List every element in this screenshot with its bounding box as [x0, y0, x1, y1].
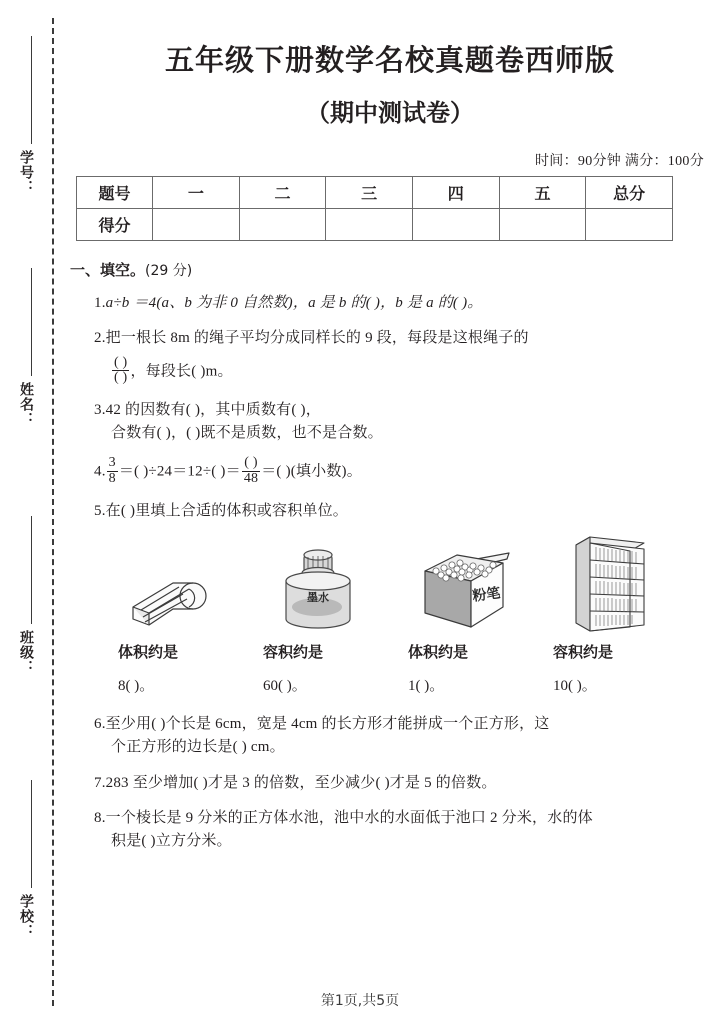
page-subtitle: （期中测试卷）	[306, 98, 474, 127]
question-8-number: 8.	[94, 809, 106, 826]
margin-label-name: 姓名：	[18, 382, 34, 427]
figure-item-chalk-box	[390, 537, 535, 637]
question-3	[94, 399, 720, 446]
question-3-number: 3.	[94, 401, 106, 418]
ink-bottle-label: 墨水	[306, 591, 329, 604]
question-6-text-line-1: 至少用( )个长是 6cm，宽是 4cm 的长方形才能拼成一个正方形，这	[105, 716, 550, 732]
question-5	[94, 500, 720, 523]
table-row-scores	[77, 209, 673, 241]
section-heading	[70, 259, 720, 280]
score-table-row-label-1: 得分	[77, 209, 153, 241]
question-7-text: 283 至少增加( )才是 3 的倍数，至少减少( )才是 5 的倍数。	[105, 774, 497, 791]
question-4-middle-text: ＝( )÷24＝12÷( )＝	[118, 464, 241, 480]
binding-dashed-line	[52, 18, 54, 1006]
figure-caption-1: 容积约是	[263, 643, 324, 661]
figure-row	[100, 537, 700, 637]
figure-value-2[interactable]: 1( )。	[408, 678, 445, 694]
margin-rule-3	[31, 516, 32, 624]
question-4-fraction-over-48	[242, 456, 260, 486]
score-table-col-total: 总分	[586, 177, 673, 209]
page-footer: 第1页,共5页	[320, 993, 400, 1009]
question-2-tail: ，每段长( )m。	[130, 363, 233, 380]
question-4	[94, 457, 720, 487]
question-2-fraction-denominator[interactable]: ( )	[114, 370, 128, 386]
question-5-number: 5.	[94, 502, 106, 519]
figure-caption-3: 容积约是	[553, 643, 614, 661]
question-8-text-line-2: 积是( )立方分米。	[111, 833, 232, 849]
question-4-tail-text: ＝( )(填小数)。	[261, 464, 362, 480]
question-1-text: a÷b ＝4(a、b 为非 0 自然数)，a 是 b 的( )，b 是 a 的( )。	[105, 295, 483, 311]
question-6-number: 6.	[94, 716, 106, 732]
score-table-row-label-0: 题号	[77, 177, 153, 209]
score-cell-total[interactable]	[586, 209, 673, 241]
section-label: 一、填空。	[70, 261, 146, 279]
bookshelf-icon	[535, 537, 680, 637]
exam-page	[60, 0, 720, 1024]
chalk-box-label: 粉笔	[471, 585, 501, 605]
question-4-frac1-numerator: 3	[108, 455, 116, 471]
question-2	[94, 327, 720, 387]
page-title: 五年级下册数学名校真题卷西师版	[164, 43, 615, 77]
score-cell-3[interactable]	[326, 209, 413, 241]
question-8	[94, 807, 720, 854]
figure-caption-row	[100, 637, 700, 662]
score-cell-4[interactable]	[412, 209, 499, 241]
question-3-text-line-2: 合数有( )，( )既不是质数，也不是合数。	[111, 425, 383, 442]
question-2-text: 把一根长 8m 的绳子平均分成同样长的 9 段，每段是这根绳子的	[105, 330, 529, 347]
question-8-text-line-1: 一个棱长是 9 分米的正方体水池，池中水的水面低于池口 2 分米，水的体	[105, 809, 593, 826]
question-1-number: 1.	[94, 295, 106, 311]
question-4-fraction-three-eighths	[107, 456, 118, 486]
margin-label-student-id: 学号：	[18, 150, 34, 195]
question-2-number: 2.	[94, 330, 106, 347]
question-4-frac1-denominator: 8	[108, 471, 116, 487]
score-table-col-2: 二	[239, 177, 326, 209]
figure-value-3[interactable]: 10( )。	[553, 678, 597, 694]
ink-bottle-icon	[245, 537, 390, 637]
figure-item-ink-bottle	[245, 537, 390, 637]
score-table-col-1: 一	[153, 177, 240, 209]
question-2-fraction-numerator[interactable]: ( )	[114, 354, 128, 370]
question-7-number: 7.	[94, 774, 106, 791]
score-cell-1[interactable]	[153, 209, 240, 241]
question-1	[94, 292, 720, 315]
margin-label-school: 学校：	[18, 894, 34, 939]
figure-caption-0: 体积约是	[118, 643, 179, 661]
score-table	[76, 176, 673, 241]
question-4-frac2-numerator[interactable]: ( )	[244, 455, 258, 471]
margin-label-class: 班级：	[18, 630, 34, 675]
eraser-icon	[100, 537, 245, 637]
exam-meta-info: 时间：90分钟 满分：100分	[535, 154, 704, 169]
question-5-text: 在( )里填上合适的体积或容积单位。	[105, 502, 348, 519]
figure-value-row	[100, 662, 700, 695]
figure-item-bookshelf	[535, 537, 680, 637]
figure-item-eraser	[100, 537, 245, 637]
question-4-number: 4.	[94, 464, 106, 480]
score-cell-5[interactable]	[499, 209, 586, 241]
question-3-text-line-1: 42 的因数有( )，其中质数有( )，	[105, 401, 321, 418]
score-table-col-3: 三	[326, 177, 413, 209]
figure-value-1[interactable]: 60( )。	[263, 678, 307, 694]
question-6	[94, 713, 720, 760]
question-4-frac2-denominator: 48	[243, 471, 259, 487]
margin-rule-4	[31, 780, 32, 888]
question-2-fraction	[112, 356, 129, 386]
score-table-col-5: 五	[499, 177, 586, 209]
section-points: (29 分)	[145, 263, 193, 279]
left-margin	[0, 0, 60, 1024]
figure-caption-2: 体积约是	[408, 643, 469, 661]
question-6-text-line-2: 个正方形的边长是( ) cm。	[111, 739, 285, 756]
margin-rule-1	[31, 36, 32, 144]
score-table-col-4: 四	[412, 177, 499, 209]
margin-rule-2	[31, 268, 32, 376]
figure-value-0[interactable]: 8( )。	[118, 678, 155, 694]
table-row-question-numbers	[77, 177, 673, 209]
chalk-box-icon	[390, 537, 535, 637]
score-cell-2[interactable]	[239, 209, 326, 241]
question-7	[94, 772, 720, 795]
